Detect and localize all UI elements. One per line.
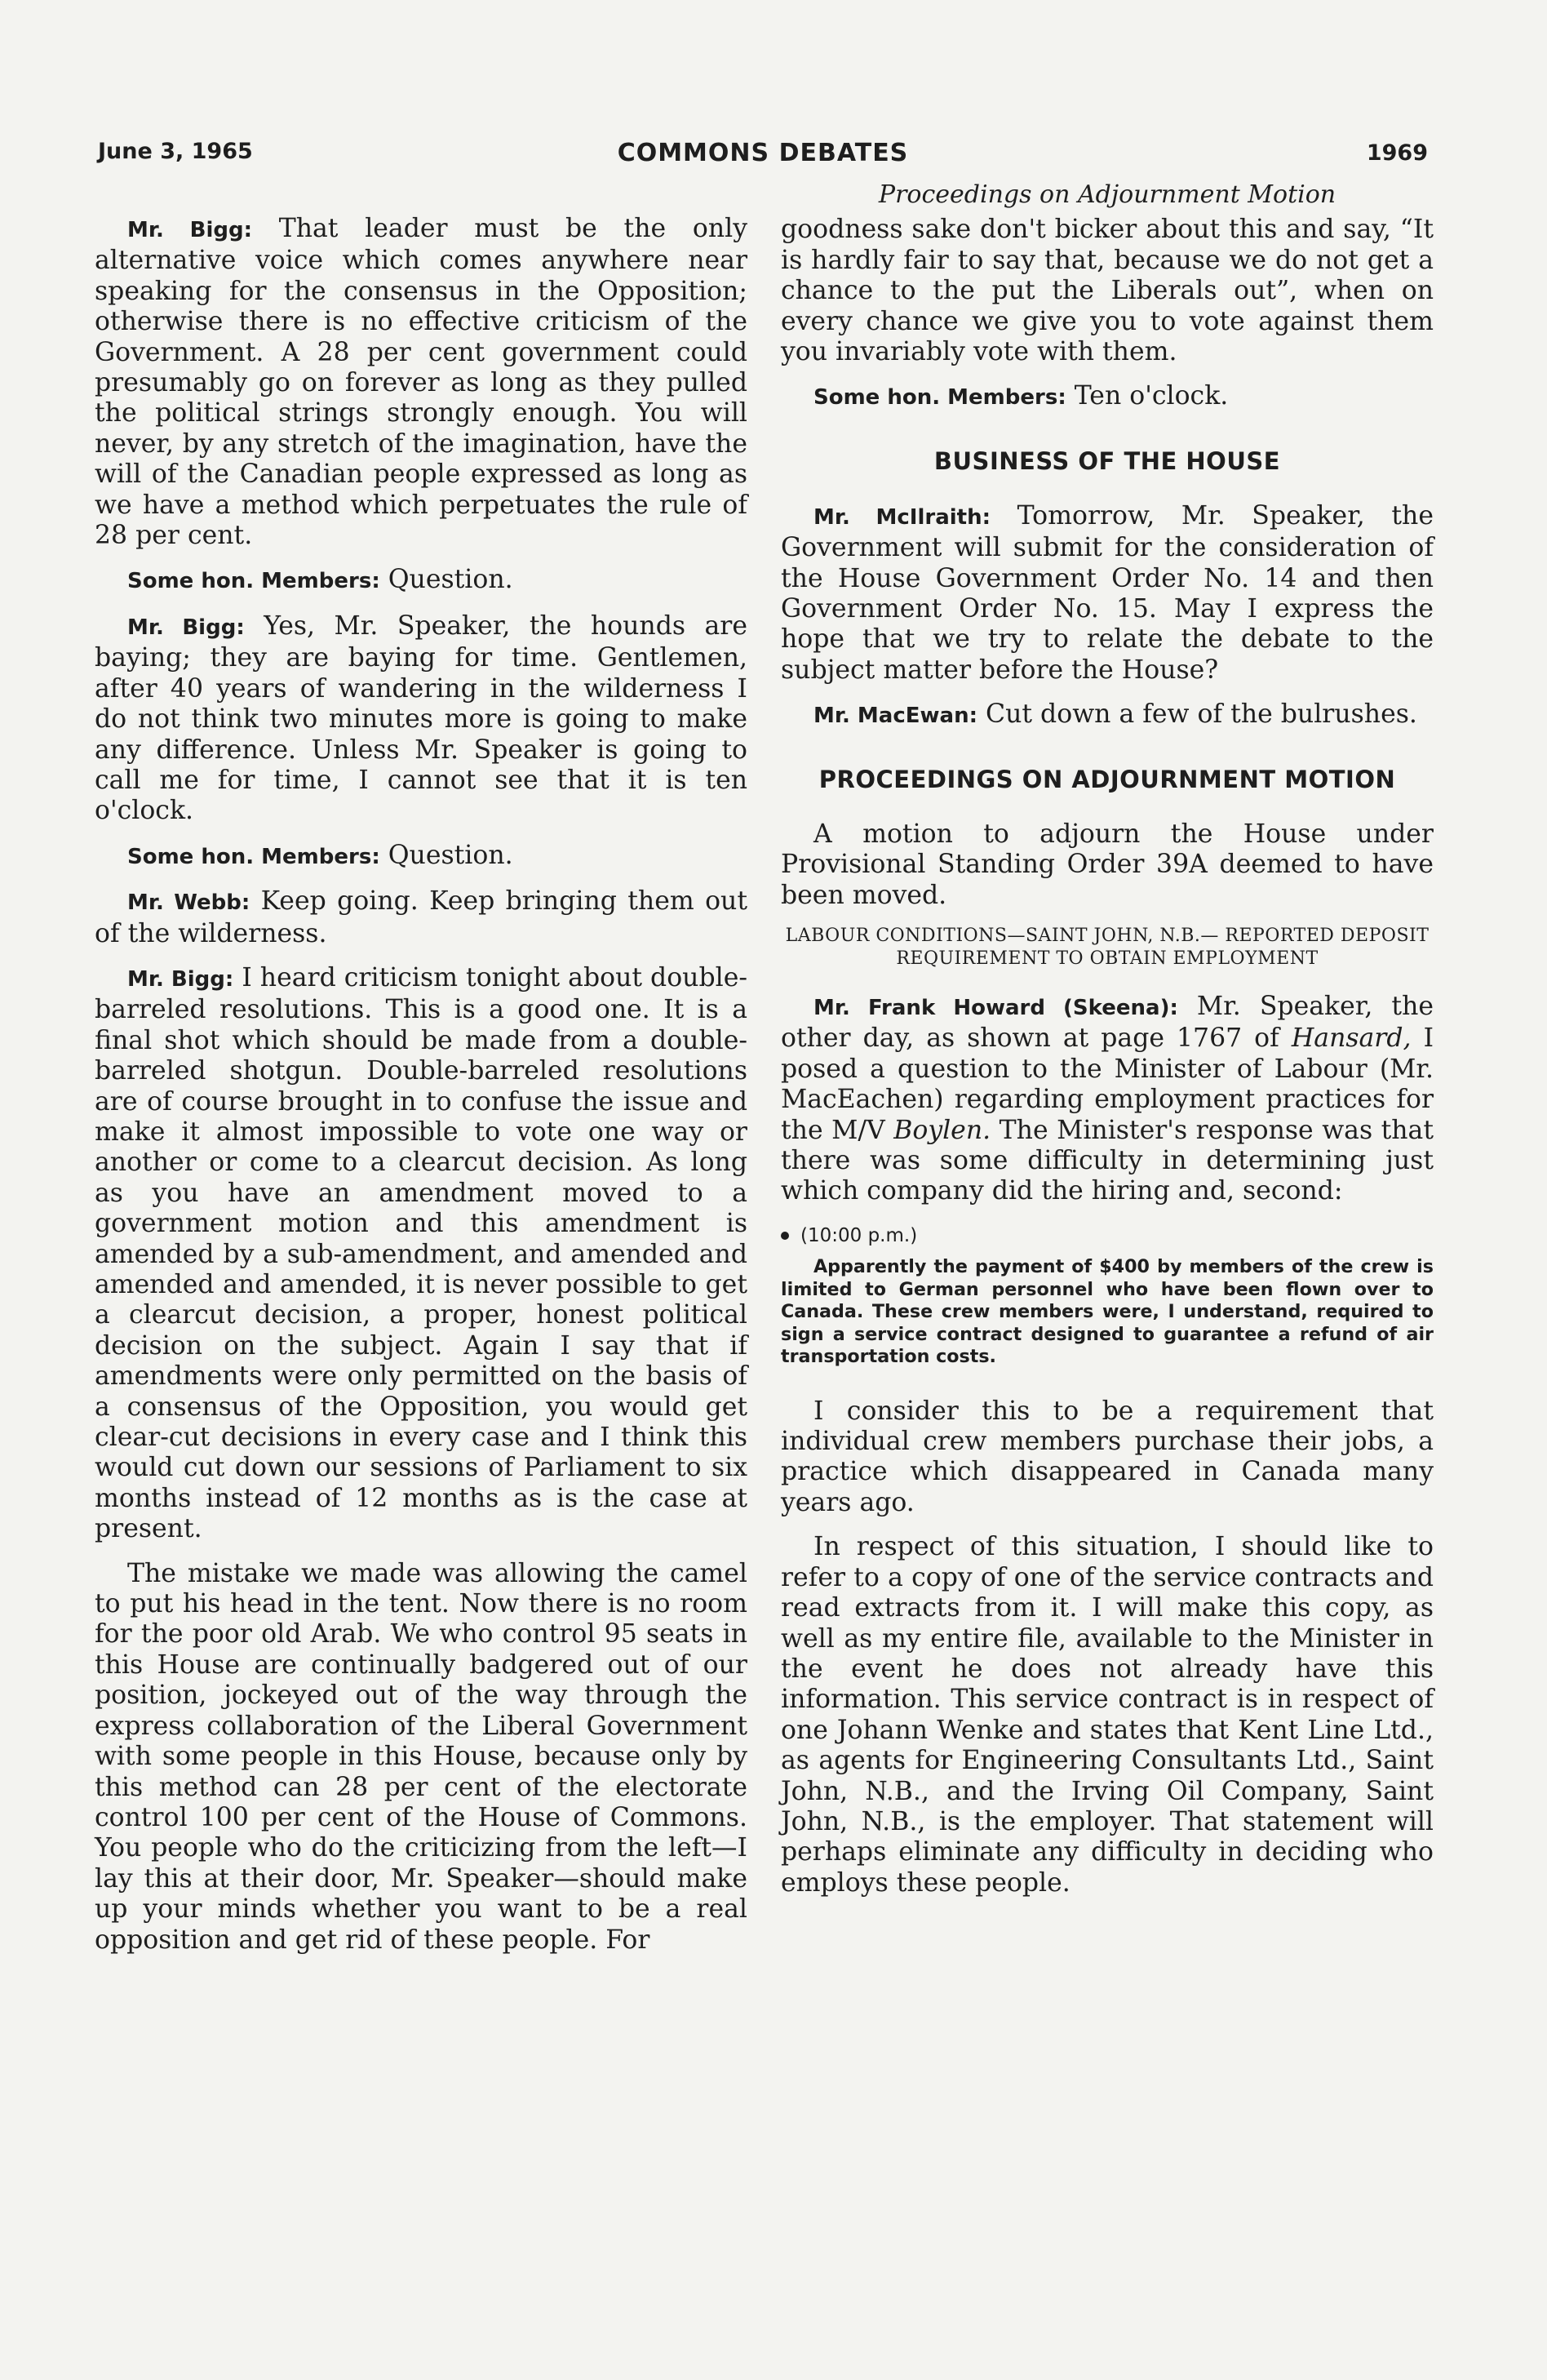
speaker-name: Mr. Bigg:: [127, 966, 234, 992]
speaker-name: Mr. Bigg:: [127, 615, 245, 640]
paragraph: [95, 214, 747, 551]
subsection-heading: LABOUR CONDITIONS—SAINT JOHN, N.B.— REPORTED DEPOSIT REQUIREMENT TO OBTAIN EMPLOYMENT: [785, 925, 1430, 969]
page-number: 1969: [1366, 140, 1428, 166]
left-column: [95, 214, 747, 1969]
speech-text: Cut down a few of the bulrushes.: [986, 699, 1417, 730]
paragraph: In respect of this situation, I should like to refer to a copy of one of the service contracts and read extracts from it. I will make this copy, as well as my entire file, available to the Minister in the event he does not already have this information. This service contract is in respect of one Johann Wenke and states that Kent Line Ltd., as agents for Engineering Consultants Ltd., Saint John, N.B., and the Irving Oil Company, Saint John, N.B., is the employer. That statement will perhaps eliminate any difficulty in deciding who employs these people.: [781, 1532, 1434, 1898]
speaker-name: Mr. Frank Howard (Skeena):: [813, 995, 1178, 1020]
paragraph: [95, 841, 747, 873]
paragraph: [781, 992, 1434, 1207]
speech-text: Mr. Speaker, the other day, as shown at page 1767 of: [781, 991, 1434, 1054]
paragraph: [781, 699, 1434, 731]
paragraph: I consider this to be a requirement that individual crew members purchase their jobs, a practice which disappeared in Canada many years ago.: [781, 1396, 1434, 1517]
time-stamp: [781, 1221, 1434, 1251]
ship-name: Boylen.: [893, 1115, 991, 1145]
speech-text: That leader must be the only alternative voice which comes anywhere near speaking for the consensus in the Opposition; otherwise there is no effective criticism of the Government. A 28 per cent government could presumably go on forever as long as they pulled the political strings strongly enough. You will never, by any stretch of the imagination, have the will of the Canadian people expressed as long as we have a method which perpetuates the rule of 28 per cent.: [95, 214, 747, 551]
speech-text: I heard criticism tonight about double-barreled resolutions. This is a good one. It is a final shot which should be made from a double-barreled shotgun. Double-barreled resolutions are of course brought in to confuse the issue and make it almost impossible to vote one way or another or come to a clearcut decision. As long as you have an amendment moved to a government motion and this amendment is amended by a sub-amendment, and amended and amended and amended, it is never possible to get a clearcut decision, a proper, honest political decision on the subject. Again I say that if amendments were only permitted on the basis of a consensus of the Opposition, you would get clear-cut decisions in every case and I think this would cut down our sessions of Parliament to six months instead of 12 months as is the case at present.: [95, 962, 747, 1544]
speech-text: The Minister's response was that there was some difficulty in determining just which company did the hiring and, second:: [781, 1115, 1434, 1206]
header-date: June 3, 1965: [98, 139, 253, 164]
speaker-name: Mr. Webb:: [127, 890, 250, 916]
paragraph: The mistake we made was allowing the camel to put his head in the tent. Now there is no room for the poor old Arab. We who control 95 seats in this House are continually badgered out of our position, jockeyed out of the way through the express collaboration of the Liberal Government with some people in this House, because only by this method can 28 per cent of the electorate control 100 per cent of the House of Commons. You people who do the criticizing from the left—I lay this at their door, Mr. Speaker—should make up your minds whether you want to be a real opposition and get rid of these people. For: [95, 1558, 747, 1955]
paragraph: [95, 611, 747, 827]
publication-title: Hansard,: [1291, 1023, 1412, 1054]
speech-text: Yes, Mr. Speaker, the hounds are baying; they are baying for time. Gentlemen, after 40 years of wandering in the wilderness I do not think two minutes more is going to make any difference. Unless Mr. Speaker is going to call me for time, I cannot see that it is ten o'clock.: [95, 611, 747, 826]
right-column: [781, 180, 1434, 1912]
speaker-name: Some hon. Members:: [127, 844, 380, 869]
running-head: Proceedings on Adjournment Motion: [878, 180, 1336, 209]
speaker-name: Mr. Bigg:: [127, 218, 252, 242]
speech-text: Ten o'clock.: [1074, 381, 1229, 411]
speech-text: Keep going. Keep bringing them out of the wilderness.: [95, 886, 747, 948]
page-header: [98, 139, 1428, 176]
bullet-icon: [781, 1232, 789, 1240]
paragraph: [95, 963, 747, 1545]
speaker-name: Some hon. Members:: [127, 569, 380, 594]
paragraph: [95, 886, 747, 949]
block-quote: Apparently the payment of $400 by members of the crew is limited to German personnel who have been flown over to Canada. These crew members were, I understand, required to sign a service contract designed to guarantee a refund of air transportation costs.: [781, 1256, 1434, 1368]
paragraph: A motion to adjourn the House under Provisional Standing Order 39A deemed to have been moved.: [781, 819, 1434, 910]
header-title: COMMONS DEBATES: [617, 139, 909, 167]
paragraph: [781, 501, 1434, 686]
speech-text: I posed a question to the Minister of Labour (Mr. MacEachen) regarding employment practices for the M/V: [781, 1023, 1434, 1145]
section-heading: BUSINESS OF THE HOUSE: [933, 446, 1281, 475]
speech-text: Tomorrow, Mr. Speaker, the Government will submit for the consideration of the House Government Order No. 14 and then Government Order No. 15. May I express the hope that we try to relate the debate to the subject matter before the House?: [781, 500, 1434, 685]
speech-text: Question.: [388, 840, 513, 870]
paragraph: goodness sake don't bicker about this and say, “It is hardly fair to say that, because we do not get a chance to the put the Liberals out”, when on every chance we give you to vote against them you invariably vote with them.: [781, 215, 1434, 367]
speaker-name: Mr. MacEwan:: [813, 704, 977, 729]
time-stamp-text: (10:00 p.m.): [800, 1224, 918, 1246]
speaker-name: Some hon. Members:: [813, 385, 1066, 411]
speech-text: Question.: [388, 565, 513, 595]
section-heading: PROCEEDINGS ON ADJOURNMENT MOTION: [818, 765, 1396, 793]
speaker-name: Mr. McIlraith:: [813, 504, 991, 530]
paragraph: [781, 381, 1434, 413]
paragraph: [95, 565, 747, 597]
